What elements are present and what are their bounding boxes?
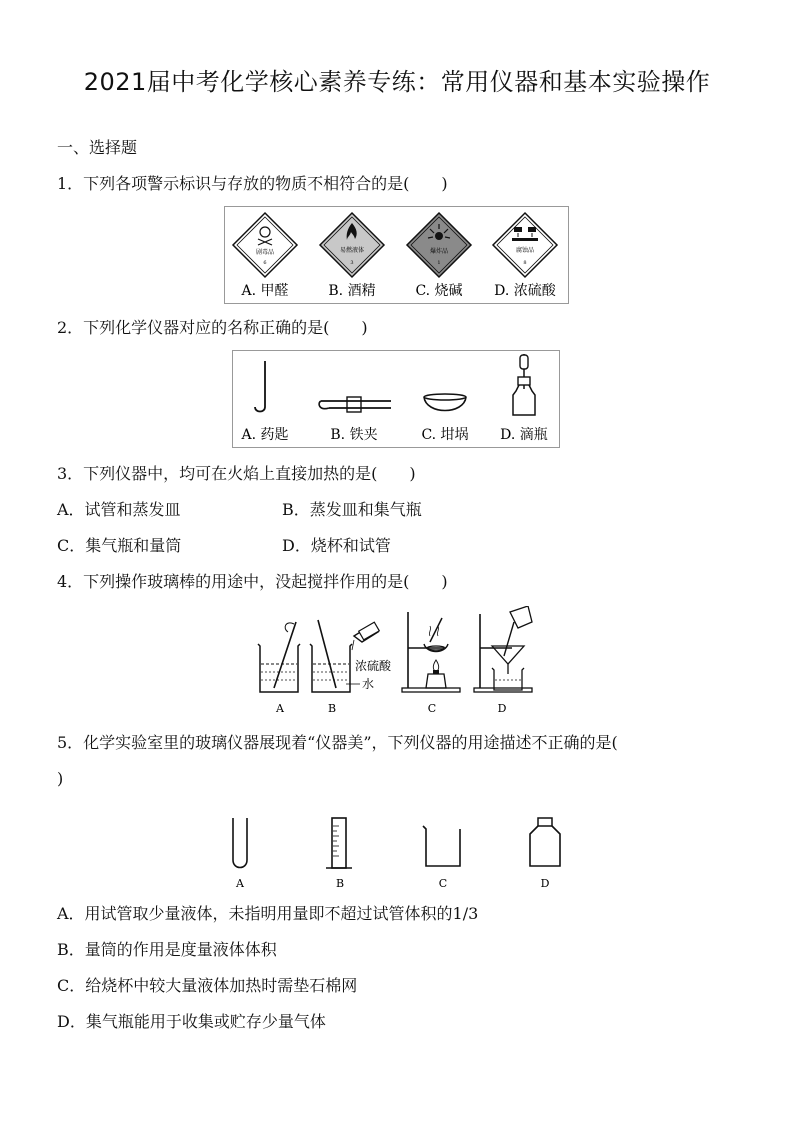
q5-option-a: A．用试管取少量液体，未指明用量即不超过试管体积的1/3 (57, 904, 479, 923)
hazard-sign-toxic (233, 213, 297, 277)
graduated-cylinder-drawing (326, 818, 352, 868)
clamp-drawing (319, 397, 391, 412)
operation-c-drawing (402, 612, 460, 692)
q5-option-c: C．给烧杯中较大量液体加热时需垫石棉网 (57, 976, 358, 995)
question-4-stem: 4．下列操作玻璃棒的用途中，没起搅拌作用的是( ) (57, 572, 448, 591)
q2-figure (232, 350, 560, 448)
section-heading: 一、选择题 (57, 138, 138, 157)
gas-jar-drawing (530, 818, 560, 866)
q5-label-d: D (540, 877, 550, 890)
hazard-sign-flammable (320, 213, 384, 277)
annotation-concentrated-acid: 浓硫酸 (355, 659, 392, 673)
q4-label-c: C (427, 702, 437, 715)
sign-text-toxic: 剧毒品 (255, 249, 275, 256)
q1-option-d: D. 浓硫酸 (494, 283, 556, 299)
beaker-drawing (423, 826, 460, 866)
q5-label-b: B (335, 877, 345, 890)
q3-option-b: B．蒸发皿和集气瓶 (282, 500, 422, 519)
q5-label-c: C (438, 877, 448, 890)
q2-option-a: A. 药匙 (241, 427, 289, 443)
q1-option-a: A. 甲醛 (241, 283, 289, 299)
crucible-drawing (424, 394, 466, 411)
q3-option-a: A．试管和蒸发皿 (57, 500, 181, 519)
q5-option-b: B．量筒的作用是度量液体体积 (57, 940, 277, 959)
q1-option-b: B. 酒精 (328, 283, 376, 299)
dropper-bottle-drawing (513, 354, 535, 415)
operation-a-drawing (258, 622, 300, 692)
q4-label-d: D (497, 702, 507, 715)
q4-label-b: B (327, 702, 337, 715)
page-title: 2021届中考化学核心素养专练：常用仪器和基本实验操作 (83, 68, 711, 96)
question-2-stem: 2．下列化学仪器对应的名称正确的是( ) (57, 318, 368, 337)
q3-option-d: D．烧杯和试管 (282, 536, 391, 555)
hazard-sign-corrosive (493, 213, 557, 277)
q4-figure (252, 606, 542, 718)
sign-text-explosive: 爆炸品 (429, 248, 449, 255)
q2-option-b: B. 铁夹 (330, 427, 378, 443)
sign-text-corrosive: 腐蚀品 (515, 247, 535, 254)
sign-number-corrosive: 8 (523, 260, 527, 266)
annotation-water: 水 (362, 677, 375, 691)
hazard-sign-explosive (407, 213, 471, 277)
spoon-drawing (255, 361, 265, 412)
sign-number-explosive: 1 (437, 260, 441, 266)
q2-option-d: D. 滴瓶 (500, 427, 548, 443)
question-5-stem-line-1: 5．化学实验室里的玻璃仪器展现着“仪器美”，下列仪器的用途描述不正确的是( (57, 733, 618, 752)
q2-instruments-figure (233, 351, 559, 447)
q5-option-d: D．集气瓶能用于收集或贮存少量气体 (57, 1012, 326, 1031)
q5-label-a: A (236, 877, 244, 890)
q4-operations-figure (252, 606, 542, 718)
q1-figure (224, 206, 569, 304)
q2-option-c: C. 坩埚 (421, 427, 469, 443)
question-1-stem: 1．下列各项警示标识与存放的物质不相符合的是( ) (57, 174, 448, 193)
sign-number-toxic: 6 (263, 260, 267, 266)
sign-text-flammable: 易燃液体 (339, 247, 365, 254)
question-5-stem-line-2: ) (57, 769, 64, 788)
q5-figure (220, 816, 570, 894)
q1-option-c: C. 烧碱 (415, 283, 463, 299)
q4-label-a: A (276, 702, 284, 715)
q5-glassware-figure (220, 816, 570, 894)
question-3-stem: 3．下列仪器中，均可在火焰上直接加热的是( ) (57, 464, 416, 483)
hazard-signs-figure (225, 207, 568, 303)
operation-d-drawing (474, 606, 532, 692)
operation-b-drawing (310, 620, 392, 692)
sign-number-flammable: 3 (350, 260, 354, 266)
q3-option-c: C．集气瓶和量筒 (57, 536, 182, 555)
test-tube-drawing (233, 818, 247, 868)
